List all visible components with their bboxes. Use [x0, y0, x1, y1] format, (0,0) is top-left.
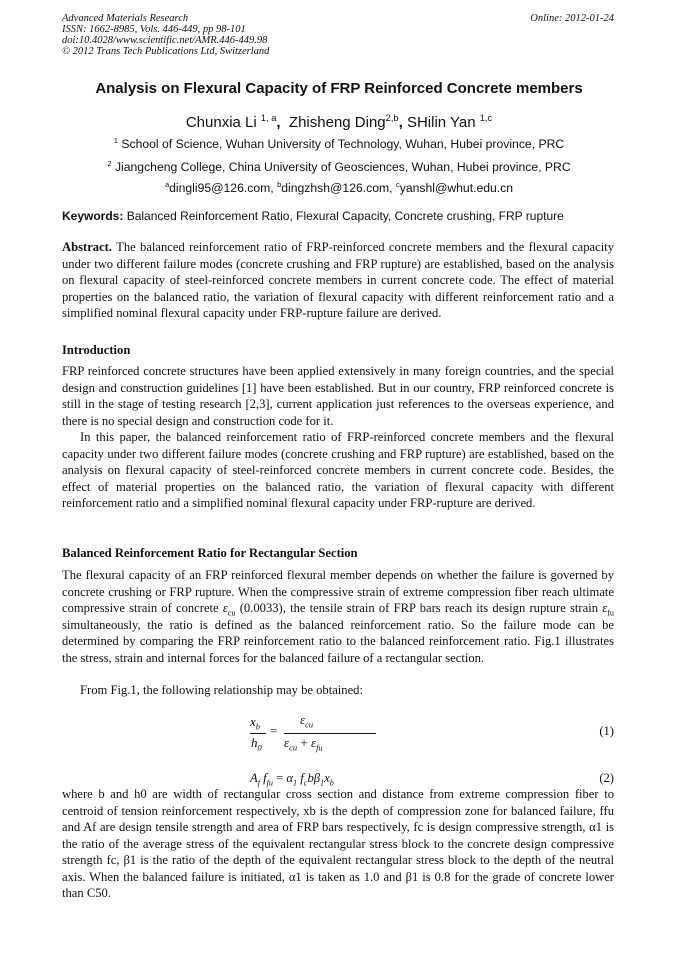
- author-list: Chunxia Li $^{1, a}$, Zhisheng Ding$^{2,b}$, SHilin Yan $^{1,c}$: [185, 113, 493, 131]
- keywords-label: Keywords:: [62, 209, 124, 223]
- author-2-affil: 2,b: [385, 113, 399, 123]
- section2-p1-part-a: The flexural capacity of an FRP reinforced flexural member depends on whether the failure is governed by concrete crushing or FRP rupture. When the compressive strain of extreme compression fiber reach ultimate compressive strain of concrete: [62, 568, 614, 615]
- abstract: [62, 239, 614, 322]
- section-heading-introduction: Introduction: [62, 343, 131, 357]
- equation-1-number: (1): [599, 724, 614, 738]
- affiliation-1-number: 1: [113, 135, 118, 145]
- issn: ISSN: 1662-8985, Vols. 446-449, pp 98-101: [62, 24, 246, 35]
- affiliation-2-text: Jiangcheng College, China University of Geosciences, Wuhan, Hubei province, PRC: [114, 160, 571, 174]
- equation-1: $x_b$ $h_0$ = $\varepsilon_{cu}$ $\varepsilon_{cu} + \varepsilon_{fu}$: [250, 714, 380, 754]
- journal-header: [62, 13, 614, 57]
- section2-paragraph-3: where b and h0 are width of rectangular cross section and distance from extreme compression fiber to centroid of tension reinforcement respectively, xb is the depth of compression zone for balanced failure, ffu and Af are design tensile strength and area of FRP bars respectively, fc is design compressive strength, α1 is the ratio of the average stress of the equivalent rectangular stress block to the concrete design compressive strength fc, β1 is the ratio of the depth of the equivalent rectangular stress block to the depth of the neutral axis. When the balanced failure is initiated, α1 is taken as 1.0 and β1 is 0.8 for the grade of concrete lower than C50.: [62, 787, 614, 900]
- author-3-affil: 1,c: [479, 113, 493, 123]
- equation-2-number: (2): [599, 771, 614, 785]
- section2-paragraph-1: The flexural capacity of an FRP reinforced flexural member depends on whether the failure is governed by concrete crushing or FRP rupture. When the compressive strain of extreme compression fiber reach ultimate compressive strain of concrete $\varepsilon_{cu}$ (0.0033), the tensile strain of FRP bars reach its design rupture strain $\varepsilon_{fu}$ simultaneously, the ratio is defined as the balanced reinforcement ratio. So the failure mode can be determined by comparing the FRP reinforcement ratio to the balanced reinforcement ratio. Fig.1 illustrates the stress, strain and internal forces for the balanced failure of a rectangular section.: [62, 568, 614, 665]
- doi: doi:10.4028/www.scientific.net/AMR.446-449.98: [62, 35, 268, 46]
- affiliation-1-text: School of Science, Wuhan University of Technology, Wuhan, Hubei province, PRC: [121, 137, 565, 151]
- email-a[interactable]: dingli95@126.com,: [169, 181, 274, 195]
- journal-name: Advanced Materials Research: [62, 13, 189, 24]
- intro-paragraph-2: In this paper, the balanced reinforcement ratio of FRP-reinforced concrete members and the flexural capacity under two different failure modes (concrete crushing and FRP rupture) are established, based on the analysis on flexural capacity of steel-reinforced concrete members in current concrete code. Besides, the effect of material properties on the balanced ratio, the variation of flexural capacity with different reinforcement ratio and a simplified nominal flexural capacity under FRP-rupture are derived.: [62, 430, 614, 510]
- affiliation-1: [0, 137, 678, 151]
- section2-p1-part-c: simultaneously, the ratio is defined as the balanced reinforcement ratio. So the failure mode can be determined by comparing the FRP reinforcement ratio to the balanced reinforcement ratio. Fig.1 illustrates the stress, strain and internal forces for the balanced failure of a rectangular section.: [62, 617, 614, 665]
- paper-title: Analysis on Flexural Capacity of FRP Reinforced Concrete members: [95, 80, 583, 97]
- affiliation-2: [0, 160, 678, 174]
- section2-paragraph-2: From Fig.1, the following relationship may be obtained:: [80, 683, 363, 697]
- email-c[interactable]: yanshl@whut.edu.cn: [399, 181, 514, 195]
- intro-paragraph-1: FRP reinforced concrete structures have been applied extensively in many foreign countries, and the special design and construction guidelines [1] have been established. But in our country, FRP reinforced concrete is still in the stage of testing research [2,3], current application just references to the overseas experience, and there is no special design and construction code for it.: [62, 364, 614, 428]
- author-2: Zhisheng Ding: [288, 114, 386, 131]
- keywords: [62, 209, 622, 223]
- copyright: © 2012 Trans Tech Publications Ltd, Switzerland: [62, 46, 270, 57]
- online-date: Online: 2012-01-24: [530, 13, 614, 24]
- affiliation-2-number: 2: [107, 158, 112, 168]
- author-3: SHilin Yan: [406, 114, 476, 131]
- author-1-affil: 1, a: [260, 113, 277, 123]
- equation-2: $A_f$ $f_{fu} = \alpha_1$ $f_cb\beta_1x_b$: [250, 771, 334, 788]
- author-1: Chunxia Li: [185, 114, 257, 131]
- keywords-text: Balanced Reinforcement Ratio, Flexural Capacity, Concrete crushing, FRP rupture: [126, 209, 564, 223]
- section2-p1-part-b: (0.0033), the tensile strain of FRP bars reach its design rupture strain: [235, 601, 603, 615]
- abstract-label: Abstract.: [62, 240, 113, 254]
- abstract-text: The balanced reinforcement ratio of FRP-reinforced concrete members and the flexural capacity under two different failure modes (concrete crushing and FRP rupture) are established, based on the analysis on flexural capacity of steel-reinforced concrete members in current concrete code. The effect of material properties on the balanced ratio, the variation of flexural capacity with different reinforcement ratio and a simplified nominal flexural capacity under FRP-rupture failure are derived.: [62, 240, 615, 320]
- email-b[interactable]: dingzhsh@126.com,: [281, 181, 393, 195]
- section-heading-balanced-ratio: Balanced Reinforcement Ratio for Rectangular Section: [62, 546, 358, 560]
- email-line: $^a$dingli95@126.com, $^b$dingzhsh@126.com, $^c$yanshl@whut.edu.cn: [164, 179, 514, 195]
